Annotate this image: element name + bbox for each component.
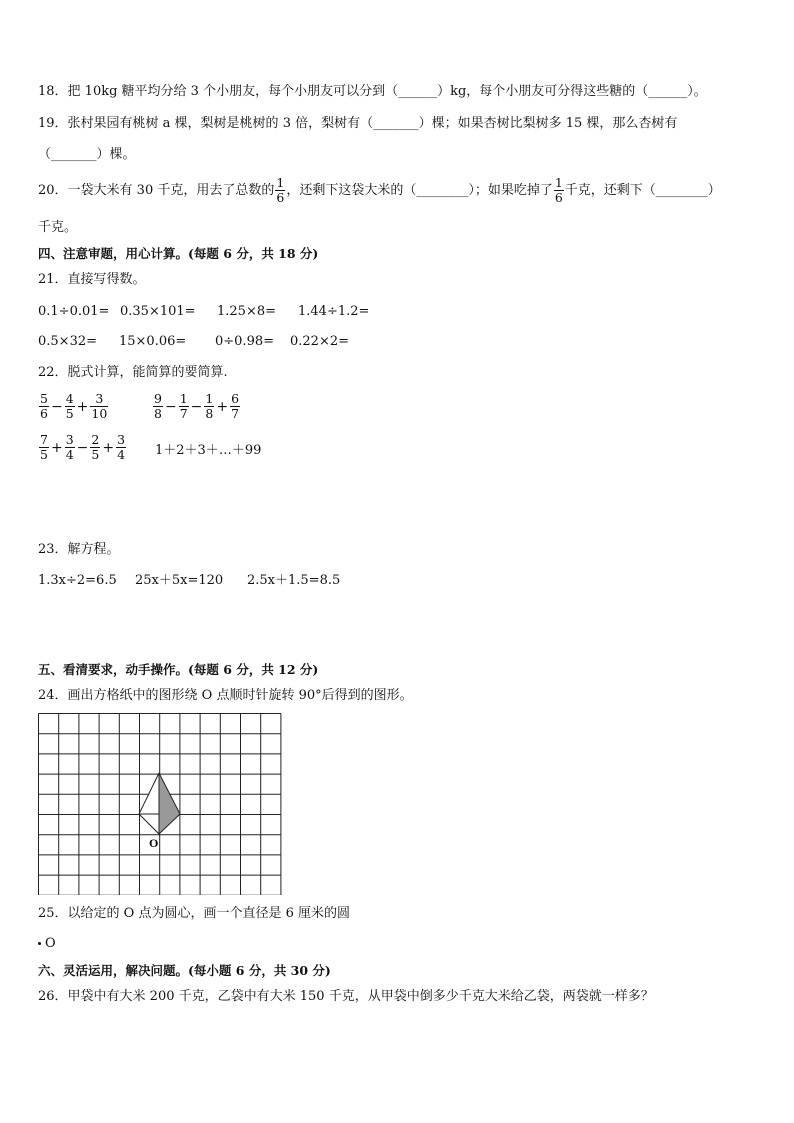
fraction-denominator: 6 <box>40 406 48 421</box>
q22-expression-3 <box>38 433 127 462</box>
operator-symbol: + <box>76 398 89 415</box>
q23-equation: 1.3x÷2=6.5 <box>38 573 117 588</box>
pivot-point-label: O <box>149 836 159 850</box>
q20-text-3: 千克，还剩下（________） <box>564 183 721 198</box>
point-dot-icon <box>38 942 41 945</box>
question-21: 21．直接写得数。 <box>38 272 146 287</box>
q20-fraction-1 <box>275 176 285 205</box>
q21-item: 0.1÷0.01= <box>38 304 110 319</box>
fraction-denominator: 4 <box>117 447 126 462</box>
fraction-numerator: 3 <box>65 432 74 447</box>
question-20-line2: 千克。 <box>38 220 78 235</box>
kite-left-half <box>139 773 159 834</box>
fraction <box>90 433 100 462</box>
fraction <box>90 392 108 421</box>
fraction-numerator: 1 <box>554 175 563 190</box>
fraction-numerator: 7 <box>40 432 48 447</box>
fraction-denominator: 4 <box>65 447 74 462</box>
q21-item: 1.44÷1.2= <box>298 304 370 319</box>
fraction-denominator: 5 <box>40 447 48 462</box>
operator-symbol: − <box>76 439 89 456</box>
fraction-denominator: 10 <box>91 406 108 421</box>
fraction-numerator: 1 <box>179 391 188 406</box>
question-19-line1: 19．张村果园有桃树 a 棵，梨树是桃树的 3 倍，梨树有（_______）棵；如果杏树比梨树多 15 棵，那么杏树有 <box>38 116 678 131</box>
fraction <box>39 433 49 462</box>
question-25: 25．以给定的 O 点为圆心，画一个直径是 6 厘米的圆 <box>38 906 351 921</box>
fraction-numerator: 1 <box>205 391 214 406</box>
point-label: O <box>45 936 56 951</box>
fraction <box>153 392 163 421</box>
fraction-denominator: 6 <box>276 190 285 205</box>
q21-item: 0.35×101= <box>120 304 196 319</box>
fraction <box>230 392 240 421</box>
fraction-denominator: 6 <box>554 190 563 205</box>
fraction-numerator: 6 <box>231 391 240 406</box>
question-26: 26．甲袋中有大米 200 千克，乙袋中有大米 150 千克，从甲袋中倒多少千克大米给乙袋，两袋就一样多？ <box>38 989 654 1004</box>
fraction-numerator: 5 <box>40 391 48 406</box>
fraction <box>65 433 75 462</box>
question-23: 23．解方程。 <box>38 542 120 557</box>
fraction-numerator: 3 <box>117 432 126 447</box>
fraction-denominator: 8 <box>154 406 162 421</box>
fraction <box>39 392 49 421</box>
fraction-denominator: 5 <box>65 406 74 421</box>
fraction-denominator: 7 <box>179 406 188 421</box>
section-4-heading: 四、注意审题，用心计算。(每题 6 分，共 18 分) <box>38 246 319 261</box>
q21-item: 15×0.06= <box>119 334 187 349</box>
question-19-line2: （_______）棵。 <box>38 147 136 162</box>
q20-fraction-2 <box>554 176 564 205</box>
fraction-denominator: 8 <box>205 406 214 421</box>
fraction-numerator: 2 <box>91 432 100 447</box>
section-5-heading: 五、看清要求，动手操作。(每题 6 分，共 12 分) <box>38 662 319 677</box>
fraction <box>65 392 75 421</box>
question-18: 18．把 10kg 糖平均分给 3 个小朋友，每个小朋友可以分到（______）kg，每个小朋友可分得这些糖的（______）。 <box>38 84 707 99</box>
q22-expression-2 <box>152 392 241 421</box>
q22-expression-4: 1＋2＋3＋…＋99 <box>155 443 262 458</box>
fraction-numerator: 4 <box>65 391 74 406</box>
operator-symbol: − <box>164 398 177 415</box>
operator-symbol: + <box>50 439 63 456</box>
question-20 <box>38 172 721 210</box>
fraction-denominator: 5 <box>91 447 100 462</box>
q20-text-2: ，还剩下这袋大米的（________）；如果吃掉了 <box>286 183 553 198</box>
fraction-denominator: 7 <box>231 406 240 421</box>
q21-item: 0.22×2= <box>290 334 350 349</box>
q25-center-point <box>38 935 56 953</box>
fraction <box>204 392 214 421</box>
fraction <box>116 433 126 462</box>
q23-equation: 2.5x＋1.5=8.5 <box>247 573 341 588</box>
q21-item: 0÷0.98= <box>215 334 275 349</box>
q23-equation: 25x＋5x=120 <box>135 573 224 588</box>
kite-right-half <box>159 773 180 834</box>
question-22: 22．脱式计算，能简算的要简算. <box>38 365 228 380</box>
q21-item: 1.25×8= <box>217 304 277 319</box>
q22-expression-1 <box>38 392 109 421</box>
kite-shape <box>139 773 180 834</box>
rotation-grid <box>38 713 282 895</box>
operator-symbol: + <box>102 439 115 456</box>
question-24: 24．画出方格纸中的图形绕 O 点顺时针旋转 90°后得到的图形。 <box>38 688 413 703</box>
section-6-heading: 六、灵活运用，解决问题。(每小题 6 分，共 30 分) <box>38 963 331 978</box>
fraction-numerator: 1 <box>276 175 285 190</box>
operator-symbol: − <box>50 398 63 415</box>
q20-text-1: 20．一袋大米有 30 千克，用去了总数的 <box>38 183 275 198</box>
operator-symbol: − <box>190 398 203 415</box>
q21-item: 0.5×32= <box>38 334 98 349</box>
operator-symbol: + <box>216 398 229 415</box>
fraction-numerator: 3 <box>90 392 108 407</box>
fraction-numerator: 9 <box>154 391 162 406</box>
fraction <box>179 392 189 421</box>
